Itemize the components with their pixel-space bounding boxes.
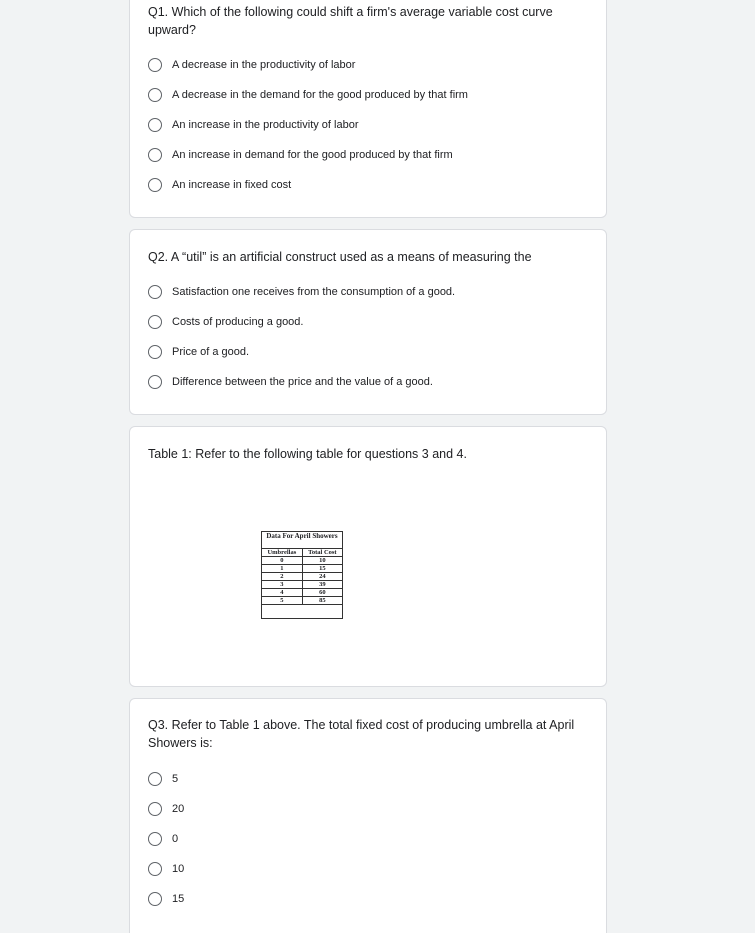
question-title-q3: Q3. Refer to Table 1 above. The total fixed cost of producing umbrella at April Showers is: bbox=[148, 718, 575, 750]
table-row bbox=[262, 565, 342, 573]
option-label: An increase in the productivity of labor bbox=[172, 119, 359, 131]
table-cell: 15 bbox=[302, 565, 342, 573]
q2-option-4[interactable] bbox=[148, 373, 433, 391]
data-table-image bbox=[261, 531, 343, 619]
table-cell: 24 bbox=[302, 573, 342, 581]
table-cell: 3 bbox=[262, 581, 302, 589]
question-title-q1: Q1. Which of the following could shift a firm's average variable cost curve upward? bbox=[148, 5, 553, 37]
table-cell: 10 bbox=[302, 557, 342, 565]
question-card-q2 bbox=[129, 229, 607, 415]
table-cell: 39 bbox=[302, 581, 342, 589]
q2-option-3[interactable] bbox=[148, 343, 249, 361]
table-cell: 2 bbox=[262, 573, 302, 581]
radio-button-icon[interactable] bbox=[148, 148, 162, 162]
option-label: Difference between the price and the value of a good. bbox=[172, 376, 433, 388]
question-card-q3 bbox=[129, 698, 607, 933]
radio-button-icon[interactable] bbox=[148, 862, 162, 876]
table-cell: 0 bbox=[262, 557, 302, 565]
option-label: 10 bbox=[172, 863, 185, 875]
radio-button-icon[interactable] bbox=[148, 285, 162, 299]
radio-button-icon[interactable] bbox=[148, 315, 162, 329]
radio-button-icon[interactable] bbox=[148, 58, 162, 72]
q3-option-3[interactable] bbox=[148, 830, 178, 848]
table-row bbox=[262, 597, 342, 605]
q1-option-1[interactable] bbox=[148, 56, 355, 74]
q1-option-5[interactable] bbox=[148, 176, 291, 194]
question-title-q2: Q2. A “util” is an artificial construct used as a means of measuring the bbox=[148, 250, 532, 264]
table-header: Total Cost bbox=[302, 549, 342, 557]
option-label: An increase in fixed cost bbox=[172, 179, 292, 191]
radio-button-icon[interactable] bbox=[148, 178, 162, 192]
q2-option-1[interactable] bbox=[148, 283, 455, 301]
radio-button-icon[interactable] bbox=[148, 892, 162, 906]
q3-option-5[interactable] bbox=[148, 890, 184, 908]
q1-option-3[interactable] bbox=[148, 116, 359, 134]
radio-button-icon[interactable] bbox=[148, 802, 162, 816]
question-card-q1 bbox=[129, 0, 607, 218]
q3-option-4[interactable] bbox=[148, 860, 184, 878]
table-header: Umbrellas bbox=[262, 549, 302, 557]
radio-button-icon[interactable] bbox=[148, 832, 162, 846]
data-table bbox=[262, 549, 342, 605]
radio-button-icon[interactable] bbox=[148, 375, 162, 389]
table-cell: 5 bbox=[262, 597, 302, 605]
q3-option-2[interactable] bbox=[148, 800, 184, 818]
table-header-row bbox=[262, 549, 342, 557]
radio-button-icon[interactable] bbox=[148, 345, 162, 359]
table-card bbox=[129, 426, 607, 687]
table-row bbox=[262, 557, 342, 565]
option-label: 5 bbox=[172, 773, 179, 785]
table-caption: Data For April Showers bbox=[262, 532, 342, 549]
table-row bbox=[262, 581, 342, 589]
q1-option-4[interactable] bbox=[148, 146, 453, 164]
option-label: An increase in demand for the good produced by that firm bbox=[172, 149, 453, 161]
option-label: A decrease in the demand for the good produced by that firm bbox=[172, 89, 468, 101]
radio-button-icon[interactable] bbox=[148, 772, 162, 786]
table-row bbox=[262, 573, 342, 581]
q2-option-2[interactable] bbox=[148, 313, 303, 331]
radio-button-icon[interactable] bbox=[148, 88, 162, 102]
option-label: Satisfaction one receives from the consumption of a good. bbox=[172, 286, 456, 298]
table-cell: 60 bbox=[302, 589, 342, 597]
q3-option-1[interactable] bbox=[148, 770, 178, 788]
section-title: Table 1: Refer to the following table for questions 3 and 4. bbox=[148, 447, 467, 461]
option-label: Price of a good. bbox=[172, 346, 250, 358]
option-label: 20 bbox=[172, 803, 185, 815]
table-cell: 4 bbox=[262, 589, 302, 597]
q1-option-2[interactable] bbox=[148, 86, 468, 104]
table-cell: 1 bbox=[262, 565, 302, 573]
table-cell: 85 bbox=[302, 597, 342, 605]
table-row bbox=[262, 589, 342, 597]
option-label: Costs of producing a good. bbox=[172, 316, 304, 328]
radio-button-icon[interactable] bbox=[148, 118, 162, 132]
option-label: 15 bbox=[172, 893, 185, 905]
option-label: A decrease in the productivity of labor bbox=[172, 59, 356, 71]
option-label: 0 bbox=[172, 833, 179, 845]
